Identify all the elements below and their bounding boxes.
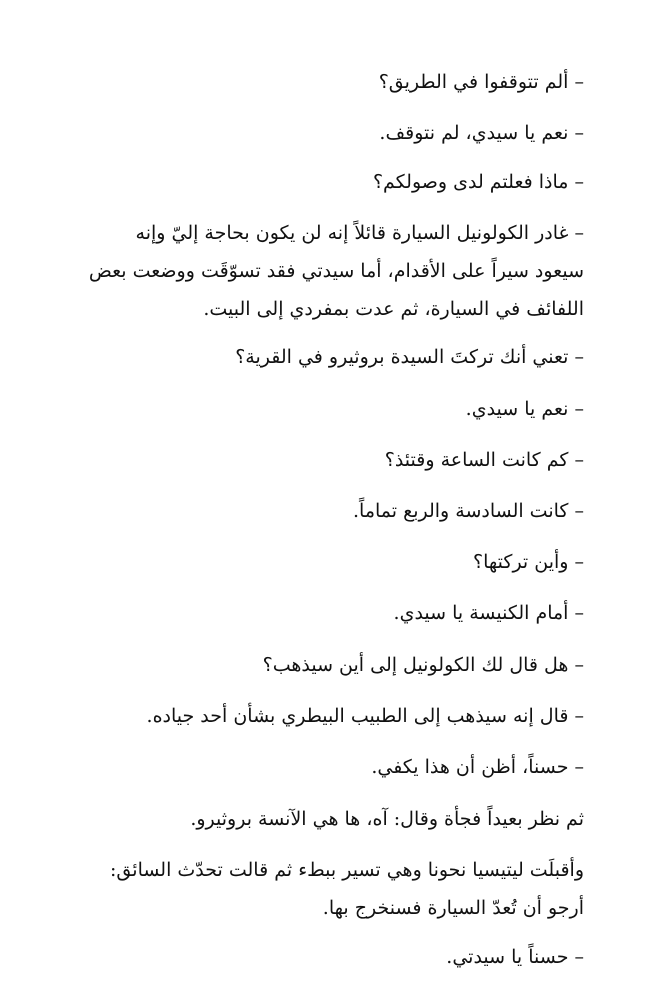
dialogue-line: اللفائف في السيارة، ثم عدت بمفردي إلى البيت. xyxy=(203,298,584,320)
dialogue-line: – ماذا فعلتم لدى وصولكم؟ xyxy=(372,171,584,193)
dialogue-line: – غادر الكولونيل السيارة قائلاً إنه لن يكون بحاجة إليّ وإنه xyxy=(135,222,584,244)
dialogue-line: – حسناً، أظن أن هذا يكفي. xyxy=(371,756,584,778)
dialogue-line: – نعم يا سيدي، لم نتوقف. xyxy=(379,122,584,144)
dialogue-line: – كانت السادسة والربع تماماً. xyxy=(352,500,584,522)
dialogue-line: – ألم تتوقفوا في الطريق؟ xyxy=(378,71,584,93)
dialogue-line: – قال إنه سيذهب إلى الطبيب البيطري بشأن أحد جياده. xyxy=(146,705,584,727)
narration-line: وأقبلَت ليتيسيا نحونا وهي تسير ببطء ثم قالت تحدّث السائق: xyxy=(110,859,584,881)
dialogue-line: – أمام الكنيسة يا سيدي. xyxy=(393,602,584,624)
dialogue-line: – حسناً يا سيدتي. xyxy=(446,946,584,968)
dialogue-line: – تعني أنك تركتَ السيدة بروثيرو في القرية؟ xyxy=(235,346,584,368)
dialogue-line: – نعم يا سيدي. xyxy=(465,398,584,420)
dialogue-line: سيعود سيراً على الأقدام، أما سيدتي فقد تسوّقَت ووضعت بعض xyxy=(88,260,584,282)
narration-line: ثم نظر بعيداً فجأة وقال: آه، ها هي الآنسة بروثيرو. xyxy=(190,808,584,830)
dialogue-line: – كم كانت الساعة وقتئذ؟ xyxy=(384,449,584,471)
dialogue-line: – هل قال لك الكولونيل إلى أين سيذهب؟ xyxy=(262,654,584,676)
dialogue-line: – وأين تركتها؟ xyxy=(473,551,584,573)
narration-line: أرجو أن تُعدّ السيارة فسنخرج بها. xyxy=(322,897,584,919)
